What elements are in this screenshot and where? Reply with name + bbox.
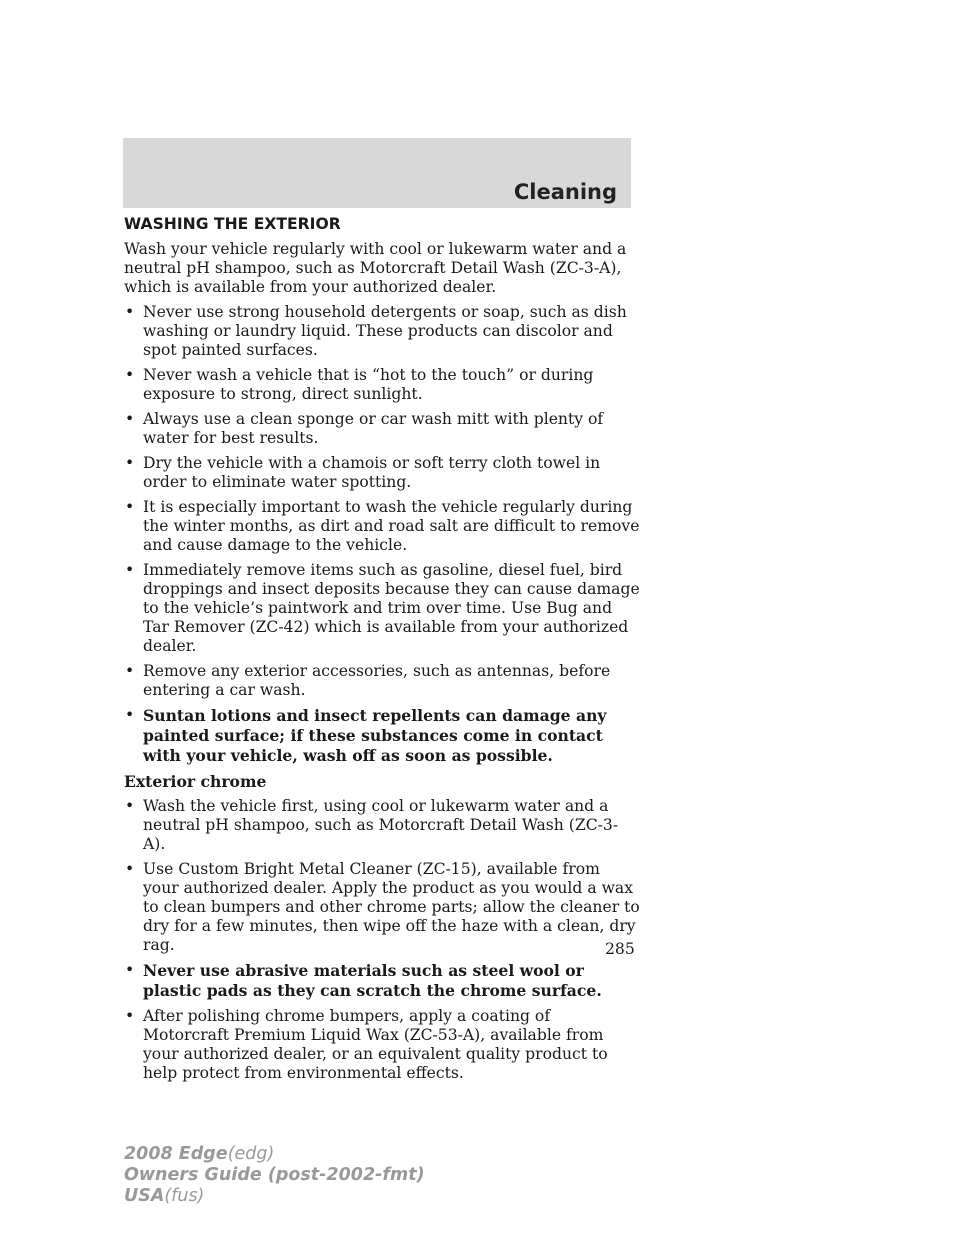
warning-list-item bbox=[124, 961, 640, 1001]
footer-model: 2008 Edge bbox=[124, 1144, 228, 1164]
list-item bbox=[124, 860, 640, 955]
list-item-text: Immediately remove items such as gasoline, diesel fuel, bird droppings and insect deposits because they can cause damage to the vehicle’s paintwork and trim over time. Use Bug and Tar Remover (ZC-42) which is available from your authorized dealer. bbox=[143, 561, 640, 655]
footer-market-code: (fus) bbox=[164, 1186, 205, 1206]
bullet-icon: • bbox=[125, 662, 135, 680]
warning-list-item bbox=[124, 706, 640, 766]
footer-market: USA bbox=[124, 1186, 165, 1206]
list-item bbox=[124, 498, 640, 555]
section-heading: WASHING THE EXTERIOR bbox=[124, 215, 341, 233]
bullet-icon: • bbox=[125, 410, 135, 428]
subsection-heading: Exterior chrome bbox=[124, 772, 267, 791]
list-item-text: Use Custom Bright Metal Cleaner (ZC-15), available from your authorized dealer. Apply the product as you would a wax to clean bumpers and other chrome parts; allow the cleaner to dry for a few minutes, then wipe off the haze with a clean, dry rag. bbox=[143, 860, 640, 954]
list-item-text: Wash the vehicle first, using cool or lukewarm water and a neutral pH shampoo, such as Motorcraft Detail Wash (ZC-3-A). bbox=[143, 797, 619, 853]
list-item-text: It is especially important to wash the vehicle regularly during the winter months, as dirt and road salt are difficult to remove and cause damage to the vehicle. bbox=[143, 498, 640, 554]
section-header-band bbox=[123, 138, 631, 208]
footer-guide-name: Owners Guide (post-2002-fmt) bbox=[124, 1165, 425, 1185]
list-item bbox=[124, 366, 640, 404]
bullet-icon: • bbox=[125, 860, 135, 878]
list-item-text: Never wash a vehicle that is “hot to the touch” or during exposure to strong, direct sunlight. bbox=[143, 366, 594, 403]
warning-text: Never use abrasive materials such as steel wool or plastic pads as they can scratch the chrome surface. bbox=[143, 961, 602, 1000]
intro-paragraph: Wash your vehicle regularly with cool or lukewarm water and a neutral pH shampoo, such as Motorcraft Detail Wash (ZC-3-A), which is available from your authorized dealer. bbox=[124, 240, 627, 296]
bullet-icon: • bbox=[125, 498, 135, 516]
list-item-text: After polishing chrome bumpers, apply a coating of Motorcraft Premium Liquid Wax (ZC-53-A), available from your authorized dealer, or an equivalent quality product to help protect from environmental effects. bbox=[143, 1007, 608, 1082]
list-item bbox=[124, 303, 640, 360]
list-item-text: Never use strong household detergents or soap, such as dish washing or laundry liquid. These products can discolor and spot painted surfaces. bbox=[143, 303, 627, 359]
bullet-icon: • bbox=[125, 706, 135, 724]
bullet-icon: • bbox=[125, 303, 135, 321]
list-item bbox=[124, 410, 640, 448]
footer-line-model bbox=[124, 1144, 425, 1165]
bullet-icon: • bbox=[125, 1007, 135, 1025]
list-item bbox=[124, 797, 640, 854]
chrome-bullet-list bbox=[124, 797, 640, 1083]
bullet-icon: • bbox=[125, 797, 135, 815]
footer-model-code: (edg) bbox=[227, 1144, 275, 1164]
bullet-icon: • bbox=[125, 454, 135, 472]
list-item-text: Remove any exterior accessories, such as antennas, before entering a car wash. bbox=[143, 662, 611, 699]
list-item bbox=[124, 454, 640, 492]
page-content bbox=[124, 215, 640, 1089]
footer-line-market bbox=[124, 1186, 425, 1207]
warning-text: Suntan lotions and insect repellents can damage any painted surface; if these substances come in contact with your vehicle, wash off as soon as possible. bbox=[143, 706, 607, 765]
list-item bbox=[124, 561, 640, 656]
bullet-icon: • bbox=[125, 366, 135, 384]
page-number: 285 bbox=[605, 940, 635, 958]
bullet-icon: • bbox=[125, 561, 135, 579]
document-footer bbox=[124, 1144, 425, 1207]
list-item-text: Dry the vehicle with a chamois or soft terry cloth towel in order to eliminate water spotting. bbox=[143, 454, 601, 491]
bullet-icon: • bbox=[125, 961, 135, 979]
washing-bullet-list bbox=[124, 303, 640, 766]
list-item bbox=[124, 662, 640, 700]
list-item-text: Always use a clean sponge or car wash mitt with plenty of water for best results. bbox=[143, 410, 604, 447]
list-item bbox=[124, 1007, 640, 1083]
section-title: Cleaning bbox=[513, 180, 617, 204]
